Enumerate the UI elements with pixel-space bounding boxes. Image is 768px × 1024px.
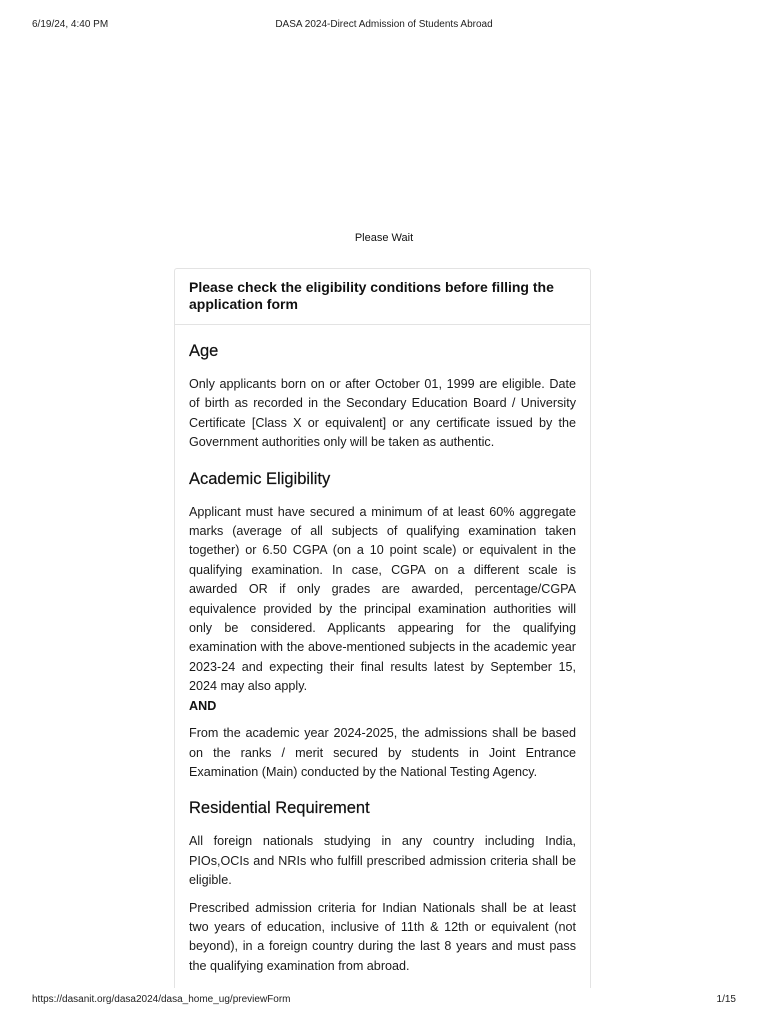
- please-wait-text: Please Wait: [354, 232, 414, 244]
- residential-indian-nationals-text: Prescribed admission criteria for Indian Nationals shall be at least two years of education, inclusive of 11th & 12th or equivalent (not beyond), in a foreign country during the last 8 years and must pass the qualifying examination from abroad.: [189, 900, 576, 973]
- academic-section-title: Academic Eligibility: [189, 469, 331, 488]
- eligibility-card-heading: Please check the eligibility conditions before filling the application form: [175, 269, 590, 325]
- print-page-number: 1/15: [716, 994, 736, 1005]
- age-section-text: Only applicants born on or after October 01, 1999 are eligible. Date of birth as recorded in the Secondary Education Board / University Certificate [Class X or equivalent] or any certificate issued by the Government authorities only will be taken as authentic.: [189, 377, 576, 450]
- academic-section-text: Applicant must have secured a minimum of at least 60% aggregate marks (average of all subjects of qualifying examination taken together) or 6.50 CGPA (on a 10 point scale) or equivalent in the qualifying examination. In case, CGPA on a different scale is awarded OR if only grades are awarded, percentage/CGPA equivalence provided by the principal examination authorities will only be considered. Applicants appearing for the qualifying examination with the above-mentioned subjects in the academic year 2023-24 and expecting their final results latest by September 15, 2024 may also apply.: [189, 504, 576, 694]
- age-section-title: Age: [189, 342, 219, 360]
- residential-section-title: Residential Requirement: [189, 799, 370, 818]
- eligibility-card: [174, 268, 591, 988]
- eligibility-card-body: [175, 341, 590, 976]
- print-url: https://dasanit.org/dasa2024/dasa_home_ug/previewForm: [32, 994, 291, 1005]
- print-header: [0, 18, 768, 32]
- residential-foreign-nationals-text: All foreign nationals studying in any country including India, PIOs,OCIs and NRIs who fulfill prescribed admission criteria shall be eligible.: [189, 834, 576, 888]
- print-page-title: DASA 2024-Direct Admission of Students Abroad: [275, 19, 493, 30]
- and-label: AND: [189, 698, 217, 713]
- print-datetime: 6/19/24, 4:40 PM: [32, 19, 109, 30]
- jee-admission-text: From the academic year 2024-2025, the admissions shall be based on the ranks / merit secured by students in Joint Entrance Examination (Main) conducted by the National Testing Agency.: [189, 726, 576, 779]
- print-footer: [0, 993, 768, 1007]
